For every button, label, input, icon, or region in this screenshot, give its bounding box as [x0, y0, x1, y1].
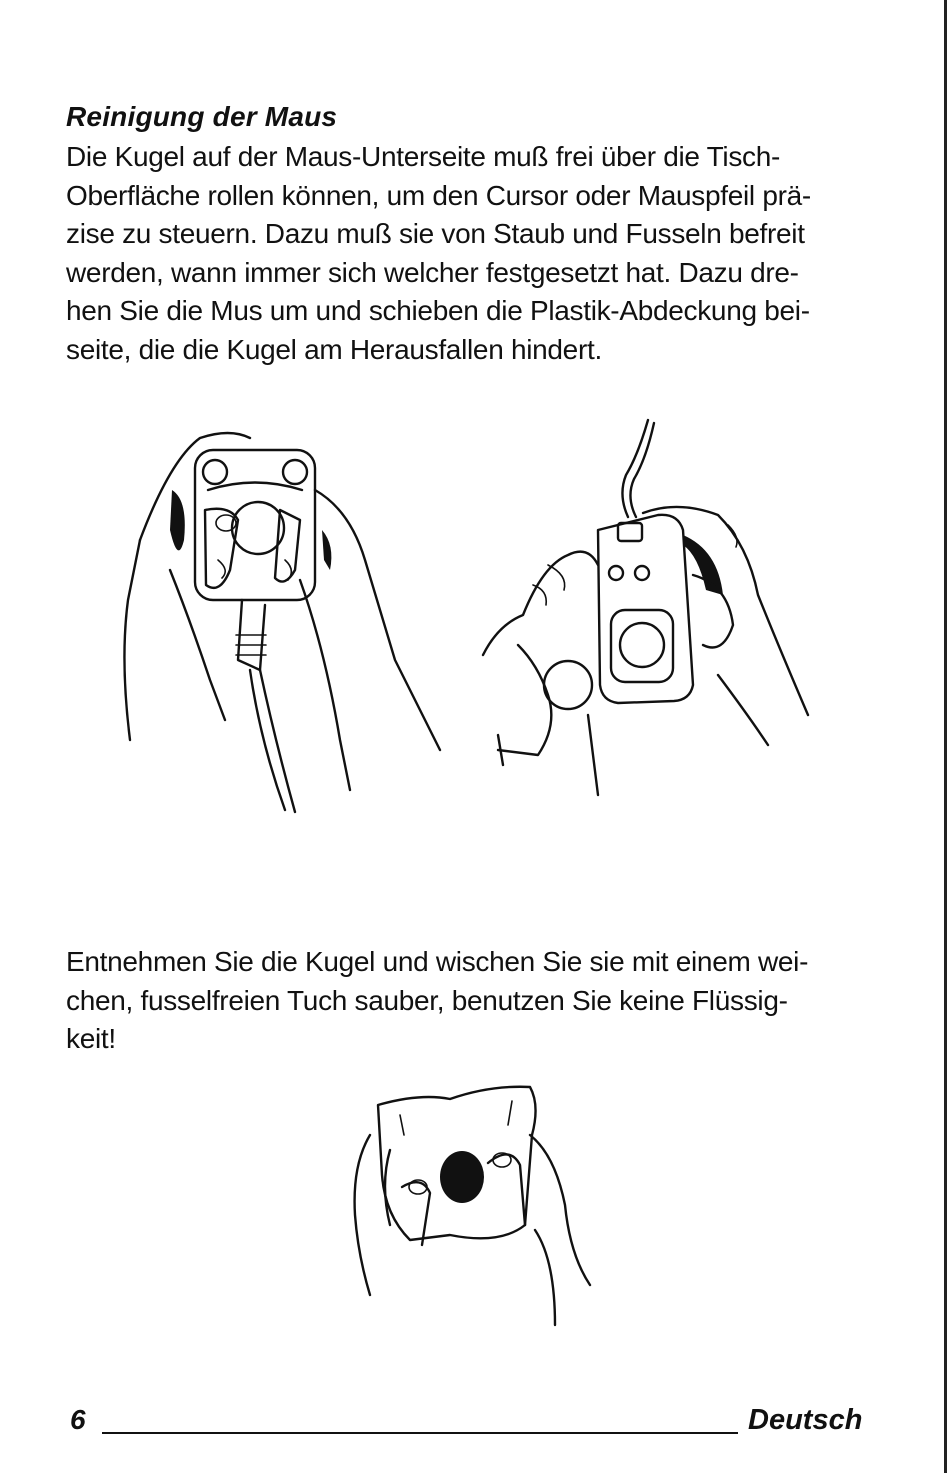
- text-line: Die Kugel auf der Maus-Unterseite muß frei über die Tisch-: [66, 141, 781, 172]
- text-line: Entnehmen Sie die Kugel und wischen Sie sie mit einem wei-: [66, 946, 809, 977]
- hands-removing-mouse-ball-illustration: [478, 415, 818, 815]
- hands-opening-mouse-cover-illustration: [110, 420, 450, 820]
- text-line: hen Sie die Mus um und schieben die Plastik-Abdeckung bei-: [66, 295, 810, 326]
- text-line: chen, fusselfreien Tuch sauber, benutzen Sie keine Flüssig-: [66, 984, 788, 1016]
- page-edge-line: [944, 0, 947, 1473]
- page-number: 6: [70, 1404, 86, 1435]
- text-line: Oberfläche rollen können, um den Cursor oder Mauspfeil prä-: [66, 179, 811, 211]
- footer-language-label: Deutsch: [748, 1404, 863, 1436]
- paragraph-cleaning-intro: [66, 138, 876, 369]
- text-line: werden, wann immer sich welcher festgesetzt hat. Dazu dre-: [66, 256, 799, 288]
- text-line: seite, die die Kugel am Herausfallen hindert.: [66, 333, 602, 365]
- footer-rule: [102, 1432, 738, 1434]
- paragraph-remove-ball: [66, 943, 881, 1059]
- text-line: keit!: [66, 1023, 116, 1054]
- text-line: zise zu steuern. Dazu muß sie von Staub und Fusseln befreit: [66, 218, 805, 249]
- hands-wiping-ball-with-cloth-illustration: [330, 1075, 610, 1335]
- section-title: Reinigung der Maus: [66, 101, 338, 132]
